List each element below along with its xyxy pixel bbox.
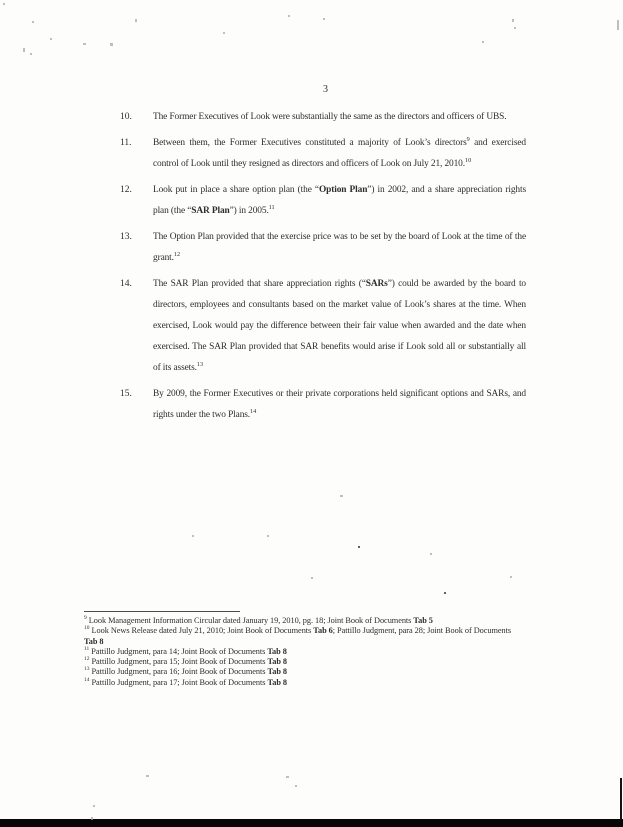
text-run: ”) in 2002, and a share appreciation rights plan (the “	[153, 185, 526, 216]
footnote-marker: 9	[84, 615, 87, 622]
text-run: Pattillo Judgment, para 17; Joint Book of Documents	[89, 677, 268, 687]
footnote-marker: 10	[84, 625, 90, 632]
text-run: Tab 5	[413, 616, 433, 625]
scan-speck	[295, 785, 297, 787]
paragraph-item	[120, 384, 526, 426]
paragraph-item	[120, 133, 526, 175]
text-run: ; Pattillo Judgment, para 28; Joint Book of Documents	[332, 626, 512, 636]
scan-speck	[32, 21, 34, 23]
text-run: Look put in place a share option plan (the “	[153, 185, 319, 195]
scan-speck	[482, 41, 484, 43]
paragraph-number: 10.	[120, 112, 132, 122]
scan-speck	[288, 15, 290, 17]
scan-artifact-right-tick	[620, 778, 622, 820]
text-run: and exercised control of Look until they resigned as directors and officers of Look on July 21, 2010.	[153, 138, 526, 169]
scan-speck	[444, 592, 446, 594]
scan-artifact-bottom-band	[0, 819, 623, 827]
text-run: Look Management Information Circular dated January 19, 2010, pg. 18; Joint Book of Documents	[86, 616, 414, 625]
paragraph-text	[153, 133, 526, 175]
scan-speck	[223, 32, 225, 34]
scan-speck	[311, 577, 313, 579]
text-run: Tab 8	[267, 646, 287, 656]
scan-speck	[83, 43, 86, 45]
scan-speck	[110, 43, 113, 46]
paragraph-text	[153, 274, 526, 379]
text-run: Tab 8	[267, 667, 288, 677]
footnote-list	[84, 616, 524, 688]
footnote-item	[84, 657, 524, 667]
footnote-reference: 12	[173, 250, 181, 258]
text-run: Look News Release dated July 21, 2010; Joint Book of Documents	[89, 626, 314, 636]
scan-speck	[3, 3, 5, 5]
paragraph-number: 12.	[120, 185, 132, 195]
footnote-reference: 11	[268, 203, 275, 211]
text-run: Pattillo Judgment, para 15; Joint Book of Documents	[89, 657, 268, 667]
text-run: ”) could be awarded by the board to directors, employees and consultants based on the market value of Look’s shares at the time. When exercised, Look would pay the difference between their fair value when awarded and the date when exercised. The SAR Plan provided that SAR benefits would arise if Look sold all or substantially all of its assets.	[153, 279, 526, 373]
text-run: Between them, the Former Executives constituted a majority of Look’s directors	[153, 138, 467, 148]
footnote-item	[84, 626, 524, 647]
scan-speck	[30, 53, 32, 55]
text-run: Tab 8	[267, 657, 288, 667]
body-paragraphs	[120, 107, 526, 431]
scan-speck	[340, 495, 343, 497]
scan-speck	[23, 48, 25, 52]
text-run: Tab 8	[267, 677, 288, 687]
scan-speck	[514, 27, 516, 29]
footnote-reference: 13	[196, 360, 204, 368]
scan-speck	[323, 18, 325, 20]
paragraph-number: 13.	[120, 232, 132, 242]
scan-speck	[93, 805, 95, 807]
text-run: By 2009, the Former Executives or their private corporations held significant options and SARs, and rights under the two Plans.	[153, 389, 526, 420]
footnote-marker: 13	[84, 666, 90, 673]
footnote-marker: 11	[84, 646, 90, 653]
scan-speck	[146, 775, 149, 777]
footnote-reference: 10	[464, 156, 472, 164]
scan-speck	[286, 776, 289, 778]
footnotes-section	[84, 611, 524, 688]
paragraph-item	[120, 107, 526, 128]
scan-speck	[135, 19, 137, 22]
paragraph-text	[153, 227, 526, 269]
text-run: Pattillo Judgment, para 14; Joint Book of Documents	[89, 646, 268, 656]
footnote-marker: 12	[84, 656, 90, 663]
text-run: The Former Executives of Look were substantially the same as the directors and officers of UBS.	[153, 112, 507, 122]
scan-speck	[91, 817, 93, 820]
scan-speck	[617, 20, 619, 30]
paragraph-number: 11.	[120, 138, 132, 148]
paragraph-number: 14.	[120, 279, 132, 289]
text-run: Tab 8	[84, 636, 104, 646]
footnote-separator	[84, 611, 240, 612]
footnote-reference: 14	[250, 407, 257, 415]
footnote-marker: 14	[84, 677, 90, 684]
scan-speck	[512, 19, 514, 22]
footnote-reference: 9	[466, 135, 470, 143]
footnote-item	[84, 647, 524, 657]
text-run: Pattillo Judgment, para 16; Joint Book of Documents	[89, 667, 268, 677]
paragraph-text	[153, 107, 526, 128]
paragraph-number: 15.	[120, 389, 132, 399]
text-run: The SAR Plan provided that share appreciation rights (“	[153, 279, 366, 289]
text-run: SARs	[365, 279, 388, 289]
paragraph-item	[120, 180, 526, 222]
footnote-item	[84, 667, 524, 677]
scan-speck	[430, 553, 432, 555]
paragraph-text	[153, 180, 526, 222]
scan-speck	[358, 546, 360, 548]
text-run: The Option Plan provided that the exercise price was to be set by the board of Look at the time of the grant.	[153, 232, 526, 263]
text-run: Tab 6	[313, 626, 333, 636]
text-run: ”) in 2005.	[229, 206, 269, 216]
paragraph-item	[120, 274, 526, 379]
paragraph-text	[153, 384, 526, 426]
text-run: SAR Plan	[191, 206, 230, 216]
page-number: 3	[323, 84, 328, 95]
scan-speck	[50, 38, 52, 40]
scan-speck	[510, 576, 512, 578]
paragraph-item	[120, 227, 526, 269]
scan-speck	[192, 535, 194, 537]
footnote-item	[84, 616, 524, 626]
text-run: Option Plan	[318, 185, 368, 195]
scan-speck	[267, 535, 269, 537]
footnote-item	[84, 678, 524, 688]
